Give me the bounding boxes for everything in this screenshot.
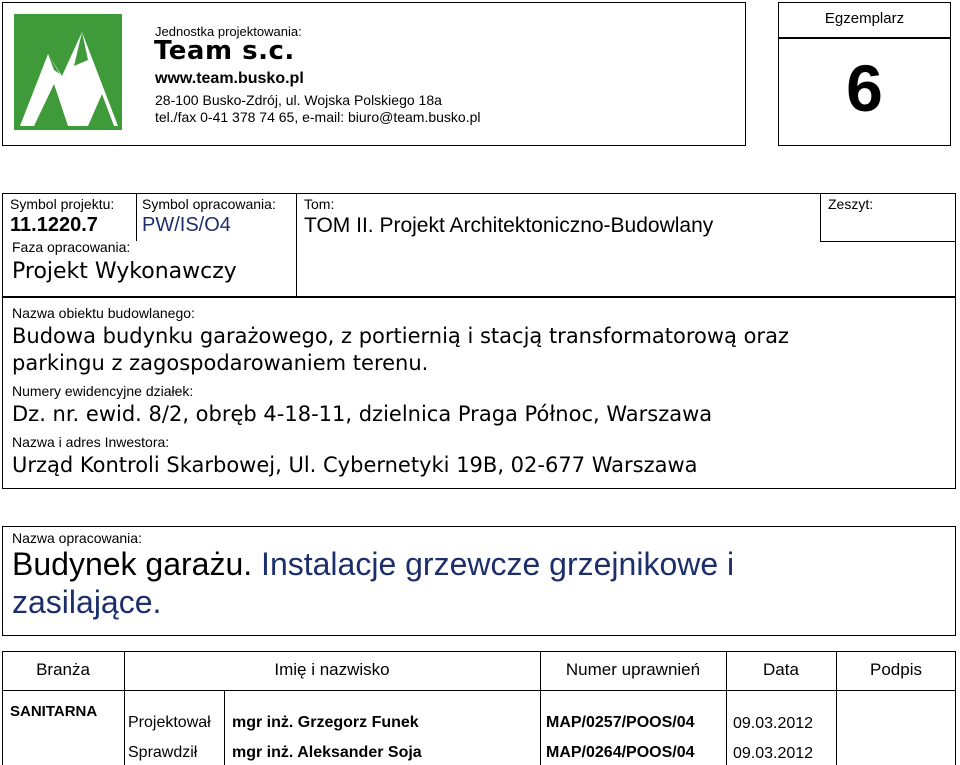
object-name-label: Nazwa obiektu budowlanego: (12, 305, 195, 321)
header-license: Numer uprawnień (565, 660, 701, 679)
tom-label: Tom: (304, 196, 335, 212)
divider (224, 690, 225, 765)
doc-symbol-label: Symbol opracowania: (142, 196, 276, 212)
document-label: Nazwa opracowania: (12, 530, 142, 546)
divider (820, 241, 956, 242)
row-name: mgr inż. Aleksander Soja (232, 744, 422, 761)
row-name: mgr inż. Grzegorz Funek (232, 714, 419, 731)
company-name: Team s.c. (154, 36, 295, 66)
object-name-line1: Budowa budynku garażowego, z portiernią i stacją transformatorową oraz (12, 324, 789, 348)
zeszyt-label: Zeszyt: (828, 196, 874, 212)
header-name: Imię i nazwisko (274, 660, 390, 679)
document-title-line2: zasilające. (12, 584, 162, 620)
copy-label: Egzemplarz (824, 10, 905, 27)
parcels-label: Numery ewidencyjne działek: (12, 383, 194, 399)
tom-value: TOM II. Projekt Architektoniczno-Budowlany (304, 214, 714, 237)
project-symbol-label: Symbol projektu: (10, 196, 115, 212)
phase-value: Projekt Wykonawczy (12, 259, 237, 284)
copy-number: 6 (846, 51, 883, 125)
divider (296, 193, 297, 297)
row-license: MAP/0264/POOS/04 (546, 744, 695, 761)
company-website[interactable]: www.team.busko.pl (155, 70, 304, 87)
header-date: Data (763, 660, 799, 679)
unit-label: Jednostka projektowania: (155, 24, 302, 39)
project-symbol: 11.1220.7 (10, 214, 98, 236)
parcels-value: Dz. nr. ewid. 8/2, obręb 4-18-11, dzielnica Praga Północ, Warszawa (12, 402, 713, 426)
header-signature: Podpis (870, 660, 922, 679)
document-title-line1 (12, 546, 734, 583)
header-branch: Branża (36, 660, 90, 679)
divider (2, 690, 956, 691)
divider (136, 193, 137, 241)
company-address: 28-100 Busko-Zdrój, ul. Wojska Polskiego 18a (155, 92, 442, 108)
row-date: 09.03.2012 (733, 745, 814, 762)
row-role: Projektował (128, 714, 211, 731)
branch-value: SANITARNA (10, 703, 98, 720)
investor-label: Nazwa i adres Inwestora: (12, 434, 170, 450)
document-title-main: Budynek garażu. (12, 546, 253, 582)
company-contact: tel./fax 0-41 378 74 65, e-mail: biuro@team.busko.pl (155, 109, 481, 125)
mountain-logo-icon (14, 14, 122, 130)
document-title-sub: Instalacje grzewcze grzejnikowe i (261, 546, 735, 582)
investor-value: Urząd Kontroli Skarbowej, Ul. Cybernetyki 19B, 02-677 Warszawa (12, 453, 698, 477)
row-license: MAP/0257/POOS/04 (546, 714, 695, 731)
object-name-line2: parkingu z zagospodarowaniem terenu. (12, 351, 429, 375)
row-date: 09.03.2012 (733, 715, 814, 732)
divider (820, 193, 821, 241)
doc-symbol: PW/IS/O4 (142, 214, 231, 236)
row-role: Sprawdził (128, 744, 198, 761)
phase-label: Faza opracowania: (12, 239, 131, 255)
